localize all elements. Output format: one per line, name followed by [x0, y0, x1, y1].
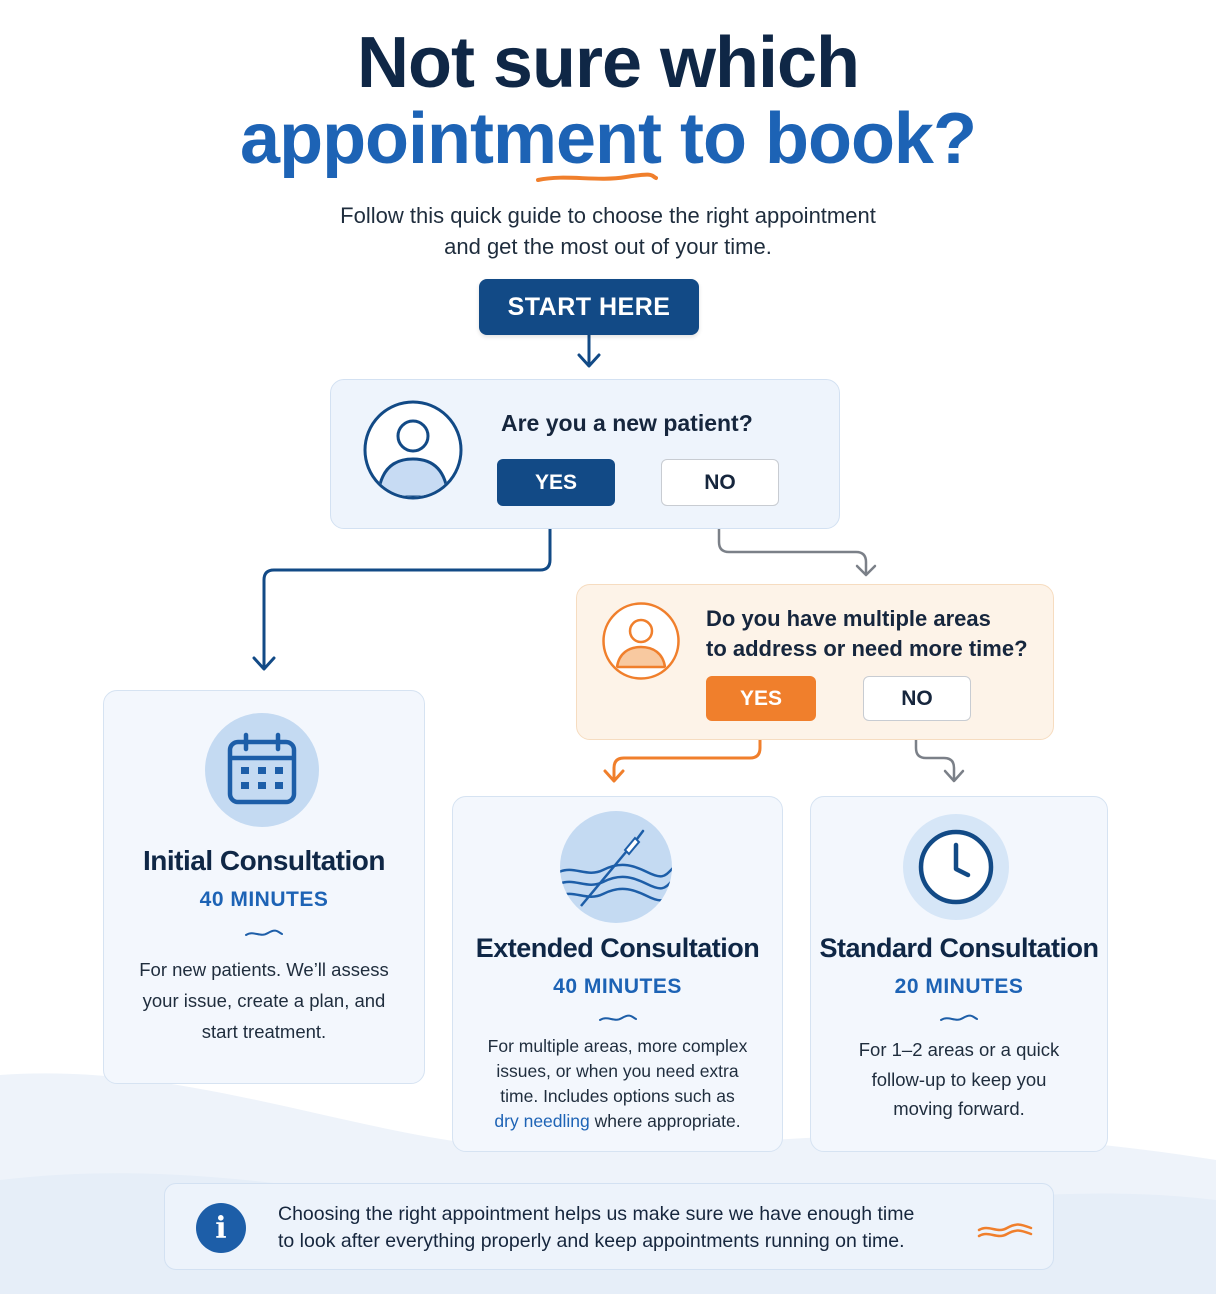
initial-consultation-duration: 40 MINUTES — [199, 888, 329, 911]
new-patient-yes-button[interactable]: YES — [497, 459, 615, 506]
standard-consultation-description: For 1–2 areas or a quick follow-up to keep you moving forward. — [858, 1039, 1060, 1119]
dry-needle-icon — [559, 810, 673, 924]
dry-needling-link[interactable]: dry needling — [494, 1111, 590, 1131]
orange-squiggle-icon — [977, 1222, 1033, 1242]
page-title-line2: appointment to book? — [240, 99, 976, 179]
multiple-areas-no-button[interactable]: NO — [863, 676, 971, 721]
info-text: Choosing the right appointment helps us make sure we have enough time to look after everything properly and keep appointments running on time. — [278, 1203, 915, 1252]
standard-consultation-title: Standard Consultation — [819, 933, 1099, 963]
initial-consultation-card[interactable] — [103, 690, 425, 1084]
standard-consultation-duration: 20 MINUTES — [894, 975, 1024, 998]
initial-consultation-title: Initial Consultation — [143, 845, 385, 876]
initial-consultation-description: For new patients. We’ll assess your issue, create a plan, and start treatment. — [139, 959, 389, 1042]
question-new-patient-text: Are you a new patient? — [501, 410, 753, 436]
extended-consultation-description: For multiple areas, more complex issues, or when you need extra time. Includes options such as dry needling where appropriate. — [487, 1036, 748, 1131]
page-title-line1: Not sure which — [356, 23, 860, 103]
extended-consultation-duration: 40 MINUTES — [553, 975, 682, 998]
start-here-button[interactable]: START HERE — [479, 279, 699, 335]
extended-consultation-title: Extended Consultation — [475, 933, 760, 963]
new-patient-no-button[interactable]: NO — [661, 459, 779, 506]
page-subtitle: Follow this quick guide to choose the right appointment and get the most out of your time. — [340, 203, 876, 259]
standard-consultation-card[interactable] — [810, 796, 1108, 1152]
extended-consultation-card[interactable] — [452, 796, 783, 1152]
calendar-icon — [204, 712, 320, 828]
squiggle-divider — [598, 1014, 638, 1024]
person-icon — [362, 399, 464, 501]
multiple-areas-yes-button[interactable]: YES — [706, 676, 816, 721]
squiggle-divider — [939, 1014, 979, 1024]
info-banner — [164, 1183, 1054, 1270]
person-icon — [601, 601, 681, 681]
clock-icon — [902, 813, 1010, 921]
question-multiple-areas-text: Do you have multiple areas to address or need more time? — [706, 606, 1028, 661]
info-icon: i — [196, 1203, 246, 1253]
question-new-patient-card — [330, 379, 840, 529]
squiggle-divider — [244, 929, 284, 939]
